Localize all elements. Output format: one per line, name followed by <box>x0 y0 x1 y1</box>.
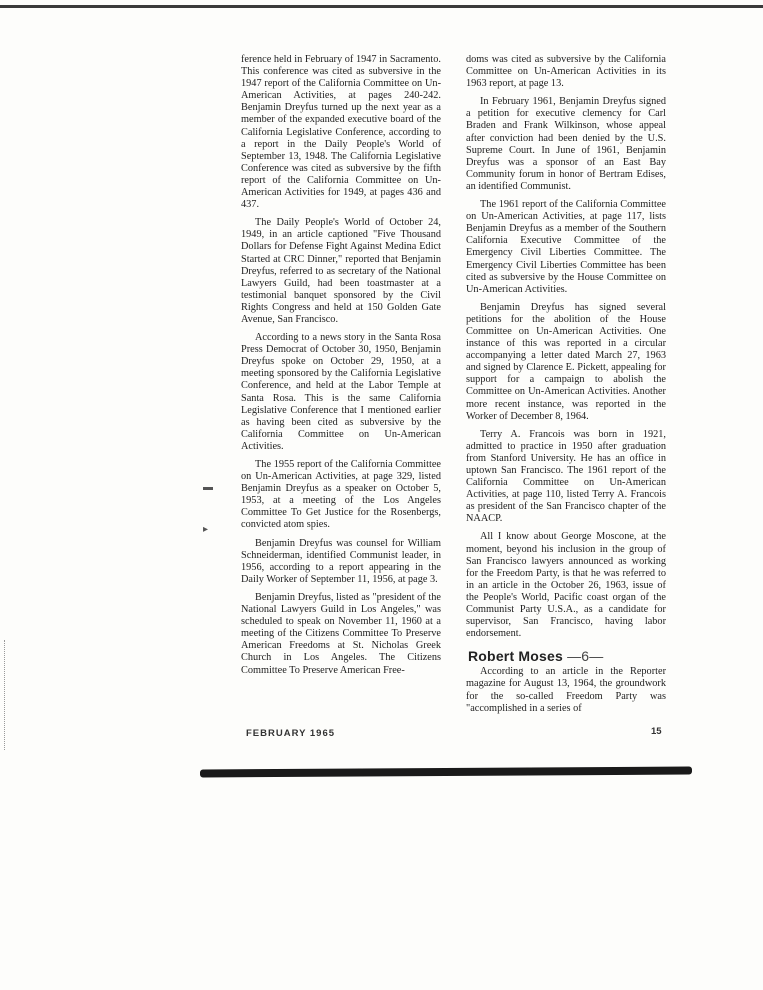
top-border-rule <box>0 5 763 8</box>
left-paragraph-4: The 1955 report of the California Committee on Un-American Activities, at page 329, listed Benjamin Dreyfus as a speaker on October 5, 1953, at a meeting of the Los Angeles Committee To Get Justice for the Rosenbergs, convicted atom spies. <box>241 459 441 531</box>
right-paragraph-2: In February 1961, Benjamin Dreyfus signed a petition for executive clemency for Carl Braden and Frank Wilkinson, whose appeal after conviction had been denied by the U.S. Supreme Court. In June of 1961, Benjamin Dreyfus was a sponsor of an East Bay Community forum in honor of Bertram Edises, an identified Communist. <box>466 96 666 192</box>
bottom-border-rule <box>200 766 692 777</box>
margin-mark: ▬ <box>203 482 213 493</box>
issue-date-footer: FEBRUARY 1965 <box>246 728 336 739</box>
section-heading-text: Robert Moses <box>468 648 563 665</box>
right-paragraph-3: The 1961 report of the California Committee on Un-American Activities, at page 117, lists Benjamin Dreyfus as a member of the Southern California Executive Committee of the Emergency Civil Liberties Committee. The Emergency Civil Liberties Committee has been cited as subversive by the House Committee on Un-American Activities. <box>466 199 666 295</box>
right-paragraph-1: doms was cited as subversive by the California Committee on Un-American Activities in its 1963 report, at page 13. <box>466 54 666 90</box>
right-paragraph-5: Terry A. Francois was born in 1921, admitted to practice in 1950 after graduation from Stanford University. He has an office in uptown San Francisco. The 1961 report of the California Committee on Un-American Activities, at page 110, listed Terry A. Francois as president of the San Francisco chapter of the NAACP. <box>466 428 666 525</box>
page-number: 15 <box>651 726 662 737</box>
section-heading <box>468 648 666 664</box>
left-paragraph-5: Benjamin Dreyfus was counsel for William Schneiderman, identified Communist leader, in 1956, according to a report appearing in the Daily Worker of September 11, 1956, at page 3. <box>241 537 441 585</box>
right-paragraph-7: According to an article in the Reporter magazine for August 13, 1964, the groundwork for the so-called Freedom Party was "accomplished in a series of <box>466 666 666 714</box>
right-paragraph-6: All I know about George Moscone, at the moment, beyond his inclusion in the group of San Francisco lawyers announced as working for the Freedom Party, is that he was referred to in an article in the October 26, 1963, issue of the People's World, Pacific coast organ of the Communist Party U.S.A., as a candidate for supervisor, San Francisco, having labor endorsement. <box>466 531 666 640</box>
right-column <box>466 54 666 721</box>
margin-mark: ▸ <box>203 524 209 535</box>
left-paragraph-2: The Daily People's World of October 24, 1949, in an article captioned "Five Thousand Dollars for Defense Fight Against Medina Edict Started at CRC Dinner," reported that Benjamin Dreyfus, referred to as secretary of the National Lawyers Guild, had been toastmaster at a testimonial banquet sponsored by the Civil Rights Congress and held at 150 Golden Gate Avenue, San Francisco. <box>241 217 441 325</box>
left-paragraph-6: Benjamin Dreyfus, listed as "president of the National Lawyers Guild in Los Angeles," was scheduled to speak on November 11, 1960 at a meeting of the Citizens Committee To Preserve American Freedoms at St. Nicholas Greek Church in Los Angeles. The Citizens Committee To Preserve American Free- <box>241 591 441 676</box>
section-heading-mark: —6— <box>567 648 604 665</box>
left-paragraph-3: According to a news story in the Santa Rosa Press Democrat of October 30, 1950, Benjamin Dreyfus spoke on October 29, 1950, at a meeting sponsored by the California Legislative Conference, and held at the Labor Temple at Santa Rosa. This is the same California Legislative Conference that I mentioned earlier as having been cited as subversive by the California Committee on Un-American Activities. <box>241 332 441 452</box>
left-paragraph-1: ference held in February of 1947 in Sacramento. This conference was cited as subversive in the 1947 report of the California Committee on Un-American Activities, at pages 240-242. Benjamin Dreyfus turned up the next year as a member of the expanded executive board of the California Legislative Conference, according to a report in the Daily People's World of September 13, 1948. The California Legislative Conference was cited as subversive by the fifth report of the California Committee on Un-American Activities for 1949, at pages 436 and 437. <box>241 54 441 211</box>
left-column <box>241 54 441 683</box>
margin-scan-dots <box>4 640 6 750</box>
right-paragraph-4: Benjamin Dreyfus has signed several petitions for the abolition of the House Committee on Un-American Activities. One instance of this was reported in a circular accompanying a letter dated March 27, 1963 and signed by Clarence E. Pickett, appealing for support for a campaign to abolish the Committee on Un-American Activities. Another more recent instance, was reported in the Worker of December 8, 1964. <box>466 301 666 422</box>
